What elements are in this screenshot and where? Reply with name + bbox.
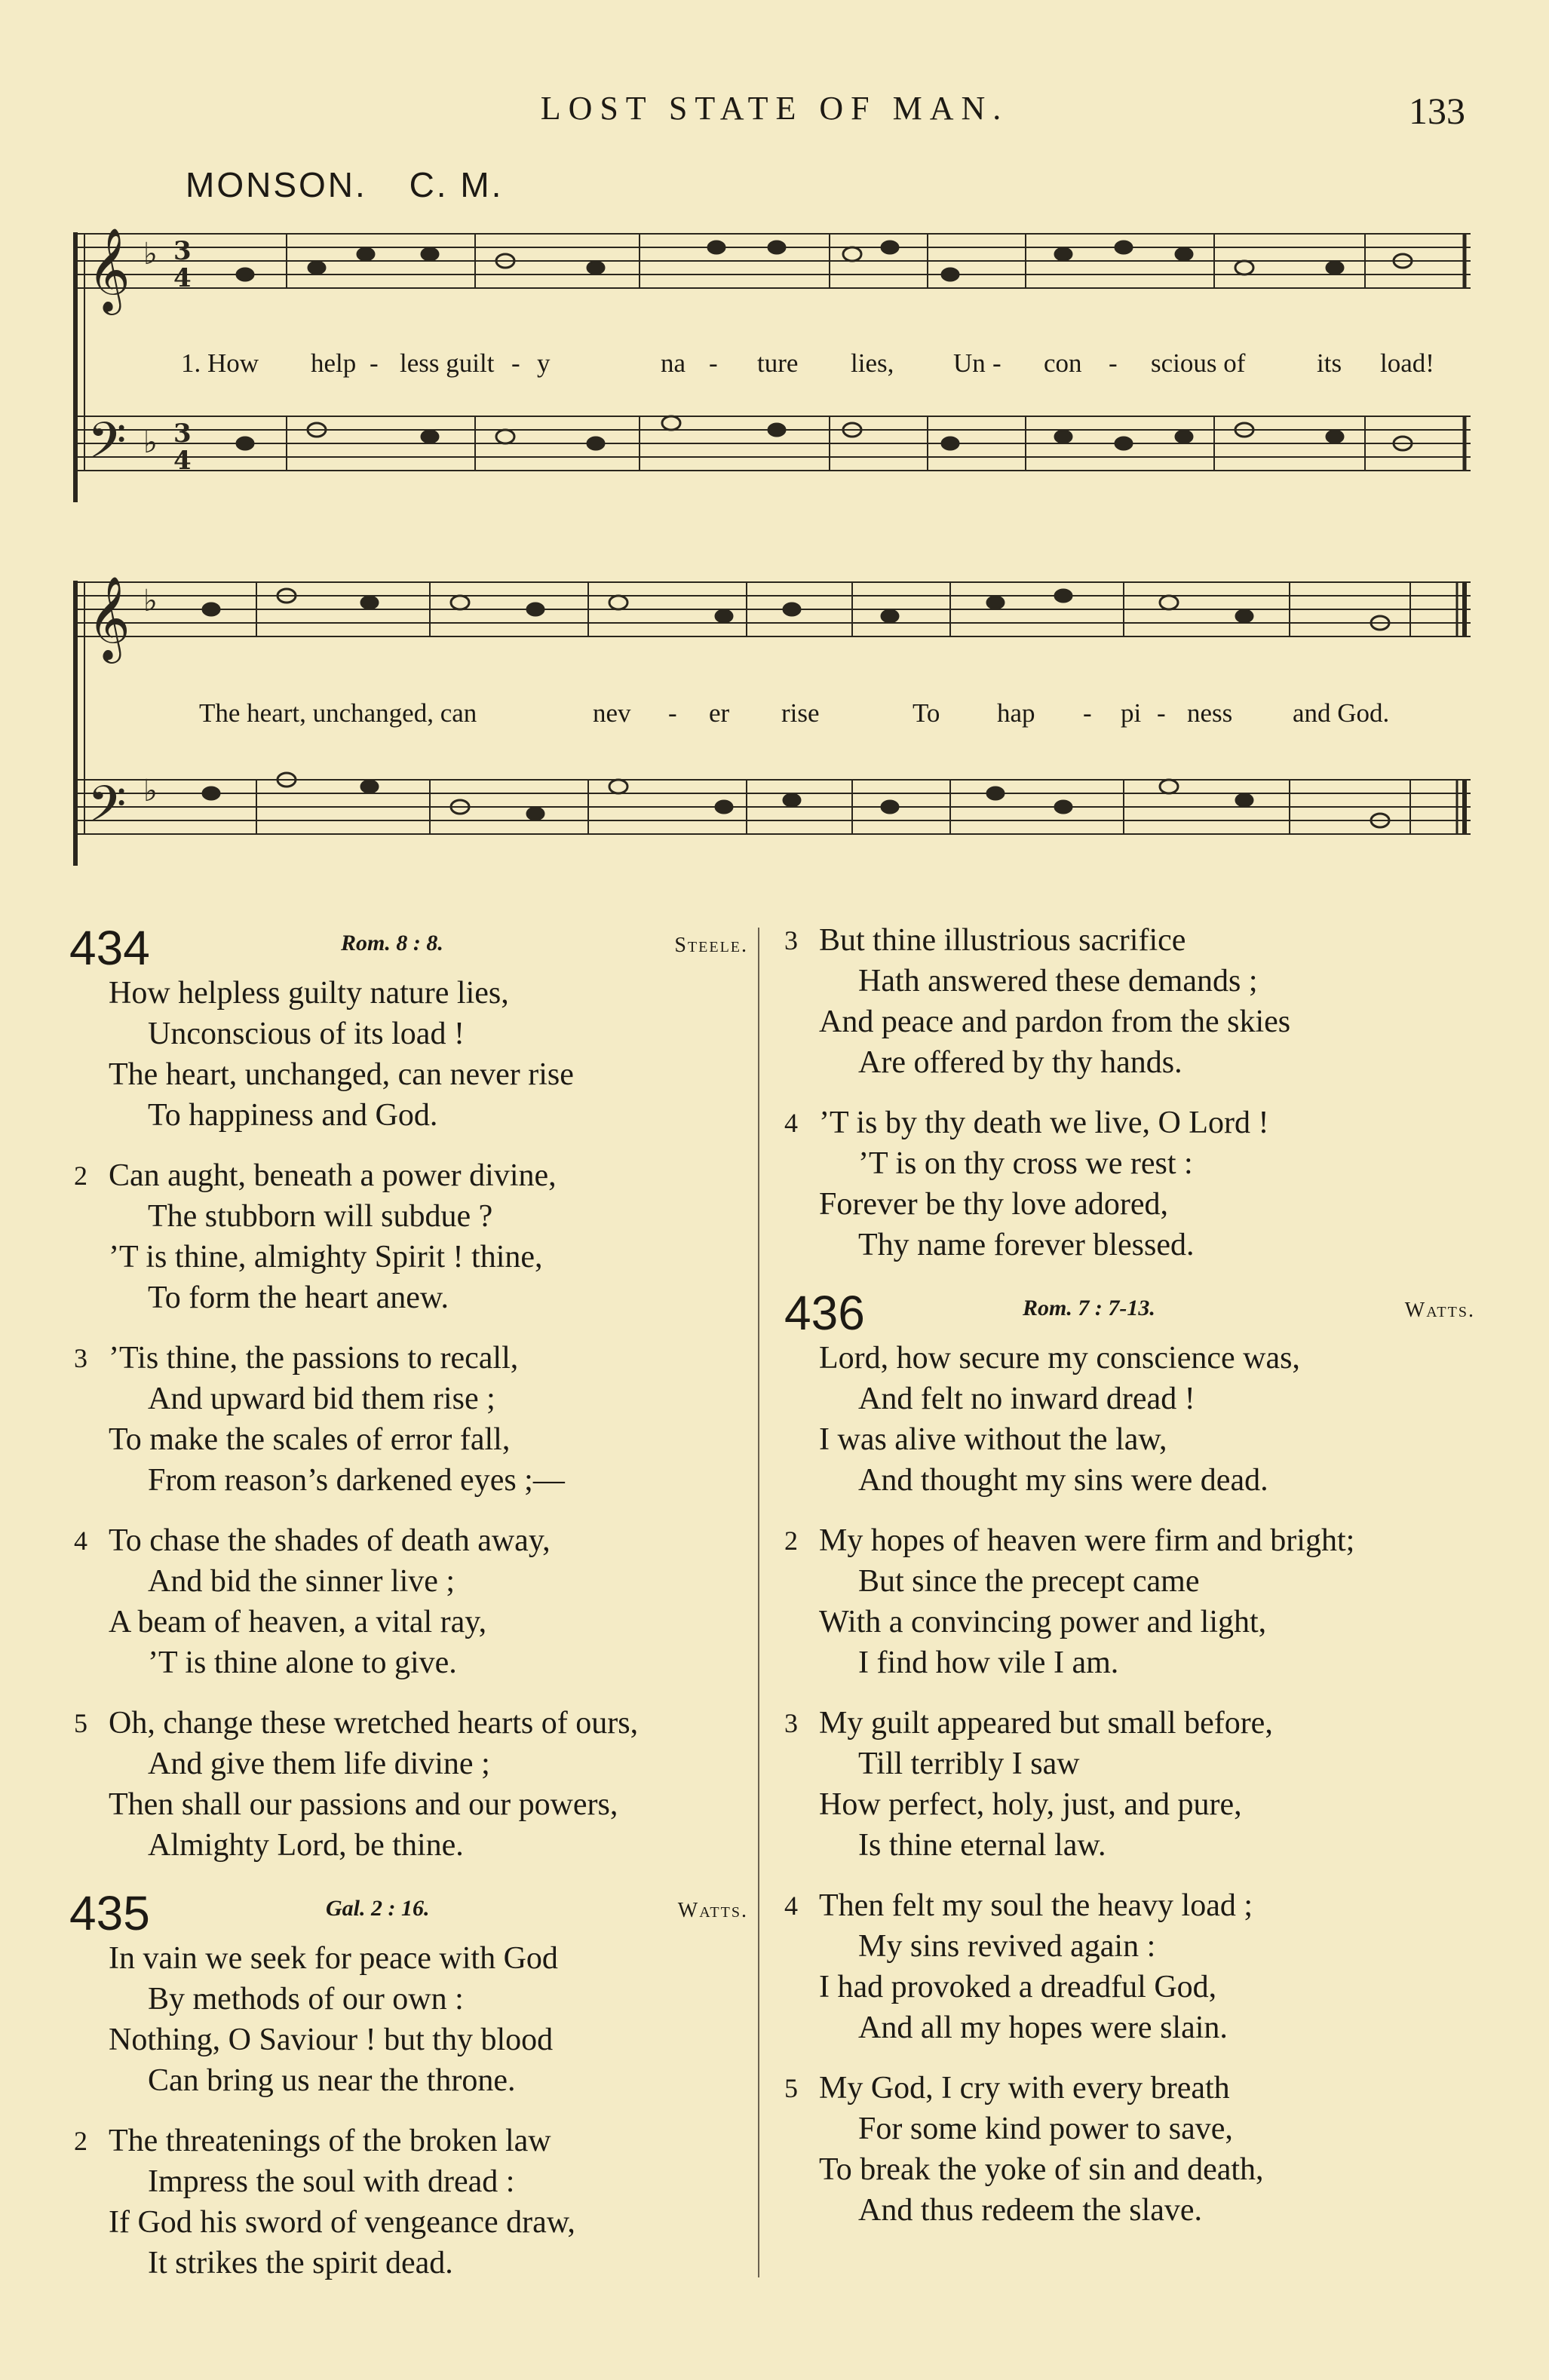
stanza-number: 3	[784, 1708, 798, 1738]
hymn-number: 435	[69, 1886, 150, 1940]
stanza-number: 4	[784, 1891, 798, 1921]
lyric-syllable: na	[661, 348, 686, 378]
lyric-syllable: -	[370, 348, 379, 378]
lyric-syllable: ness	[1187, 698, 1233, 728]
stanza	[784, 1520, 1475, 1683]
svg-text:4: 4	[173, 446, 192, 476]
stanza-number: 4	[74, 1526, 87, 1556]
stanza	[74, 1338, 748, 1501]
verse-line: Impress the soul with dread :	[148, 2164, 515, 2199]
lyric-syllable: rise	[781, 698, 820, 728]
tune-name: MONSON.	[186, 165, 367, 204]
svg-text:𝄞: 𝄞	[87, 575, 130, 660]
lyric-syllable: hap	[997, 698, 1035, 728]
verse-line: Till terribly I saw	[858, 1747, 1080, 1781]
column-divider	[758, 928, 759, 2277]
verse-line: And all my hopes were slain.	[858, 2010, 1228, 2045]
stanza-number: 5	[784, 2073, 798, 2103]
verse-line: Lord, how secure my conscience was,	[819, 1341, 1300, 1376]
left-column	[69, 920, 748, 2303]
stanza	[74, 1155, 748, 1318]
verse-line: A beam of heaven, a vital ray,	[109, 1605, 487, 1639]
stanza	[109, 973, 748, 1136]
verse-line: The stubborn will subdue ?	[148, 1199, 493, 1234]
lyric-syllable: nev	[593, 698, 631, 728]
lyric-syllable: -	[511, 348, 520, 378]
verse-line: And upward bid them rise ;	[148, 1382, 495, 1416]
verse-line: ’T is on thy cross we rest :	[858, 1146, 1193, 1181]
hymn-body	[69, 973, 748, 1866]
stanza-number: 3	[74, 1343, 87, 1373]
lyric-syllable: -	[1083, 698, 1092, 728]
scripture-reference: Rom. 8 : 8.	[341, 931, 443, 955]
stanza-number: 5	[74, 1708, 87, 1738]
verse-line: My guilt appeared but small before,	[819, 1706, 1273, 1741]
stanza	[74, 1520, 748, 1683]
verse-line: Thy name forever blessed.	[858, 1228, 1195, 1262]
lyric-syllable: -	[709, 348, 718, 378]
hymn-435-continued	[784, 920, 1475, 1265]
stanza	[819, 1338, 1475, 1501]
stanza-number: 3	[784, 925, 798, 955]
hymn-header	[784, 1285, 1475, 1338]
tune-title	[186, 164, 503, 205]
svg-text:𝄞: 𝄞	[87, 227, 130, 311]
verse-line: ’T is thine, almighty Spirit ! thine,	[109, 1240, 543, 1274]
svg-text:♭: ♭	[143, 425, 158, 460]
verse-line: By methods of our own :	[148, 1982, 464, 2017]
lyric-syllable: y	[537, 348, 551, 378]
verse-line: Is thine eternal law.	[858, 1828, 1106, 1863]
scripture-reference: Rom. 7 : 7-13.	[1023, 1296, 1155, 1320]
stanza	[784, 2068, 1475, 2231]
lyric-syllable: con	[1044, 348, 1082, 378]
hymn-author: Watts.	[1404, 1299, 1475, 1322]
verse-line: And peace and pardon from the skies	[819, 1004, 1291, 1039]
verse-line: Are offered by thy hands.	[858, 1045, 1182, 1080]
verse-line: And thus redeem the slave.	[858, 2193, 1203, 2228]
lyric-syllable: To	[913, 698, 940, 728]
verse-line: And thought my sins were dead.	[858, 1463, 1268, 1498]
lyric-syllable: -	[1109, 348, 1118, 378]
verse-line: To break the yoke of sin and death,	[819, 2152, 1264, 2187]
page-header-title: LOST STATE OF MAN.	[540, 90, 1009, 127]
verse-line: My hopes of heaven were firm and bright;	[819, 1523, 1355, 1558]
svg-text:3: 3	[173, 419, 192, 449]
page-number: 133	[1409, 90, 1465, 132]
verse-line: Then felt my soul the heavy load ;	[819, 1888, 1253, 1923]
verse-line: And give them life divine ;	[148, 1747, 490, 1781]
verse-line: To form the heart anew.	[148, 1280, 449, 1315]
hymn-434	[69, 920, 748, 1866]
lyric-syllable: -	[1157, 698, 1166, 728]
verse-line: But thine illustrious sacrifice	[819, 923, 1186, 958]
verse-line: Almighty Lord, be thine.	[148, 1828, 464, 1863]
stanza	[784, 1103, 1475, 1265]
svg-text:4: 4	[173, 263, 192, 293]
hymn-number: 434	[69, 921, 150, 975]
verse-line: The heart, unchanged, can never rise	[109, 1057, 574, 1092]
hymn-number: 436	[784, 1286, 865, 1340]
stanza	[784, 1885, 1475, 2048]
hymn-author: Watts.	[677, 1899, 748, 1922]
stanza-number: 2	[784, 1526, 798, 1556]
verse-line: How helpless guilty nature lies,	[109, 976, 509, 1011]
stanza-number: 2	[74, 1161, 87, 1191]
verse-line: In vain we seek for peace with God	[109, 1941, 558, 1976]
stanza	[784, 1703, 1475, 1866]
hymn-body	[69, 1938, 748, 2283]
verse-line: ’T is thine alone to give.	[148, 1645, 457, 1680]
verse-line: It strikes the spirit dead.	[148, 2246, 453, 2280]
lyric-syllable: The heart, unchanged, can	[199, 698, 477, 728]
hymn-body	[784, 1338, 1475, 2231]
verse-line: And felt no inward dread !	[858, 1382, 1195, 1416]
hymn-author: Steele.	[674, 934, 748, 957]
verse-line: I find how vile I am.	[858, 1645, 1119, 1680]
lyric-syllable: its	[1317, 348, 1342, 378]
lyric-syllable: pi	[1121, 698, 1142, 728]
tune-meter: C. M.	[409, 165, 504, 204]
verse-line: ’T is by thy death we live, O Lord !	[819, 1106, 1269, 1140]
stanza	[74, 2121, 748, 2283]
svg-text:𝄢: 𝄢	[87, 412, 127, 482]
svg-text:♭: ♭	[143, 237, 158, 271]
verse-line: Nothing, O Saviour ! but thy blood	[109, 2023, 554, 2057]
hymn-header	[69, 920, 748, 973]
lyric-syllable: scious of	[1151, 348, 1246, 378]
verse-line: And bid the sinner live ;	[148, 1564, 455, 1599]
stanza-number: 4	[784, 1108, 798, 1138]
verse-line: To make the scales of error fall,	[109, 1422, 511, 1457]
verse-line: But since the precept came	[858, 1564, 1200, 1599]
verse-line: Then shall our passions and our powers,	[109, 1787, 618, 1822]
verse-line: My God, I cry with every breath	[819, 2071, 1230, 2106]
lyric-syllable: load!	[1380, 348, 1434, 378]
verse-line: From reason’s darkened eyes ;—	[148, 1463, 565, 1498]
verse-line: Forever be thy love adored,	[819, 1187, 1169, 1222]
svg-text:3: 3	[173, 236, 192, 266]
verse-line: If God his sword of vengeance draw,	[109, 2205, 575, 2240]
stanza	[784, 920, 1475, 1083]
svg-text:𝄢: 𝄢	[87, 775, 127, 845]
lyric-syllable: 1. How	[181, 348, 259, 378]
stanza	[109, 1938, 748, 2101]
stanza-number: 2	[74, 2126, 87, 2156]
verse-line: ’Tis thine, the passions to recall,	[109, 1341, 519, 1376]
lyric-syllable: and God.	[1293, 698, 1390, 728]
verse-line: My sins revived again :	[858, 1929, 1156, 1964]
verse-line: Unconscious of its load !	[148, 1017, 465, 1051]
hymn-436	[784, 1285, 1475, 2231]
verse-line: I had provoked a dreadful God,	[819, 1970, 1217, 2004]
lyric-syllable: ture	[757, 348, 799, 378]
svg-text:♭: ♭	[143, 774, 158, 808]
verse-line: For some kind power to save,	[858, 2112, 1233, 2146]
music-score	[68, 219, 1486, 882]
verse-line: How perfect, holy, just, and pure,	[819, 1787, 1242, 1822]
verse-line: The threatenings of the broken law	[109, 2124, 551, 2158]
lyric-syllable: -	[992, 348, 1001, 378]
notes-system-1	[237, 241, 1412, 450]
verse-line: Hath answered these demands ;	[858, 964, 1258, 998]
lyric-syllable: Un	[953, 348, 986, 378]
verse-line: Can bring us near the throne.	[148, 2063, 516, 2098]
verse-line: To chase the shades of death away,	[109, 1523, 551, 1558]
verse-line: I was alive without the law,	[819, 1422, 1167, 1457]
svg-text:♭: ♭	[143, 584, 158, 618]
lyric-syllable: less guilt	[400, 348, 495, 378]
verse-line: To happiness and God.	[148, 1098, 438, 1133]
verse-line: Can aught, beneath a power divine,	[109, 1158, 557, 1193]
verse-line: Oh, change these wretched hearts of ours,	[109, 1706, 639, 1741]
verse-line: With a convincing power and light,	[819, 1605, 1267, 1639]
lyric-syllable: er	[709, 698, 730, 728]
stanza	[74, 1703, 748, 1866]
lyric-syllable: -	[668, 698, 677, 728]
lyric-syllable: help	[311, 348, 357, 378]
hymn-435	[69, 1885, 748, 2283]
hymn-header	[69, 1885, 748, 1938]
lyric-syllable: lies,	[851, 348, 894, 378]
scripture-reference: Gal. 2 : 16.	[326, 1896, 430, 1921]
right-column	[784, 920, 1475, 2250]
